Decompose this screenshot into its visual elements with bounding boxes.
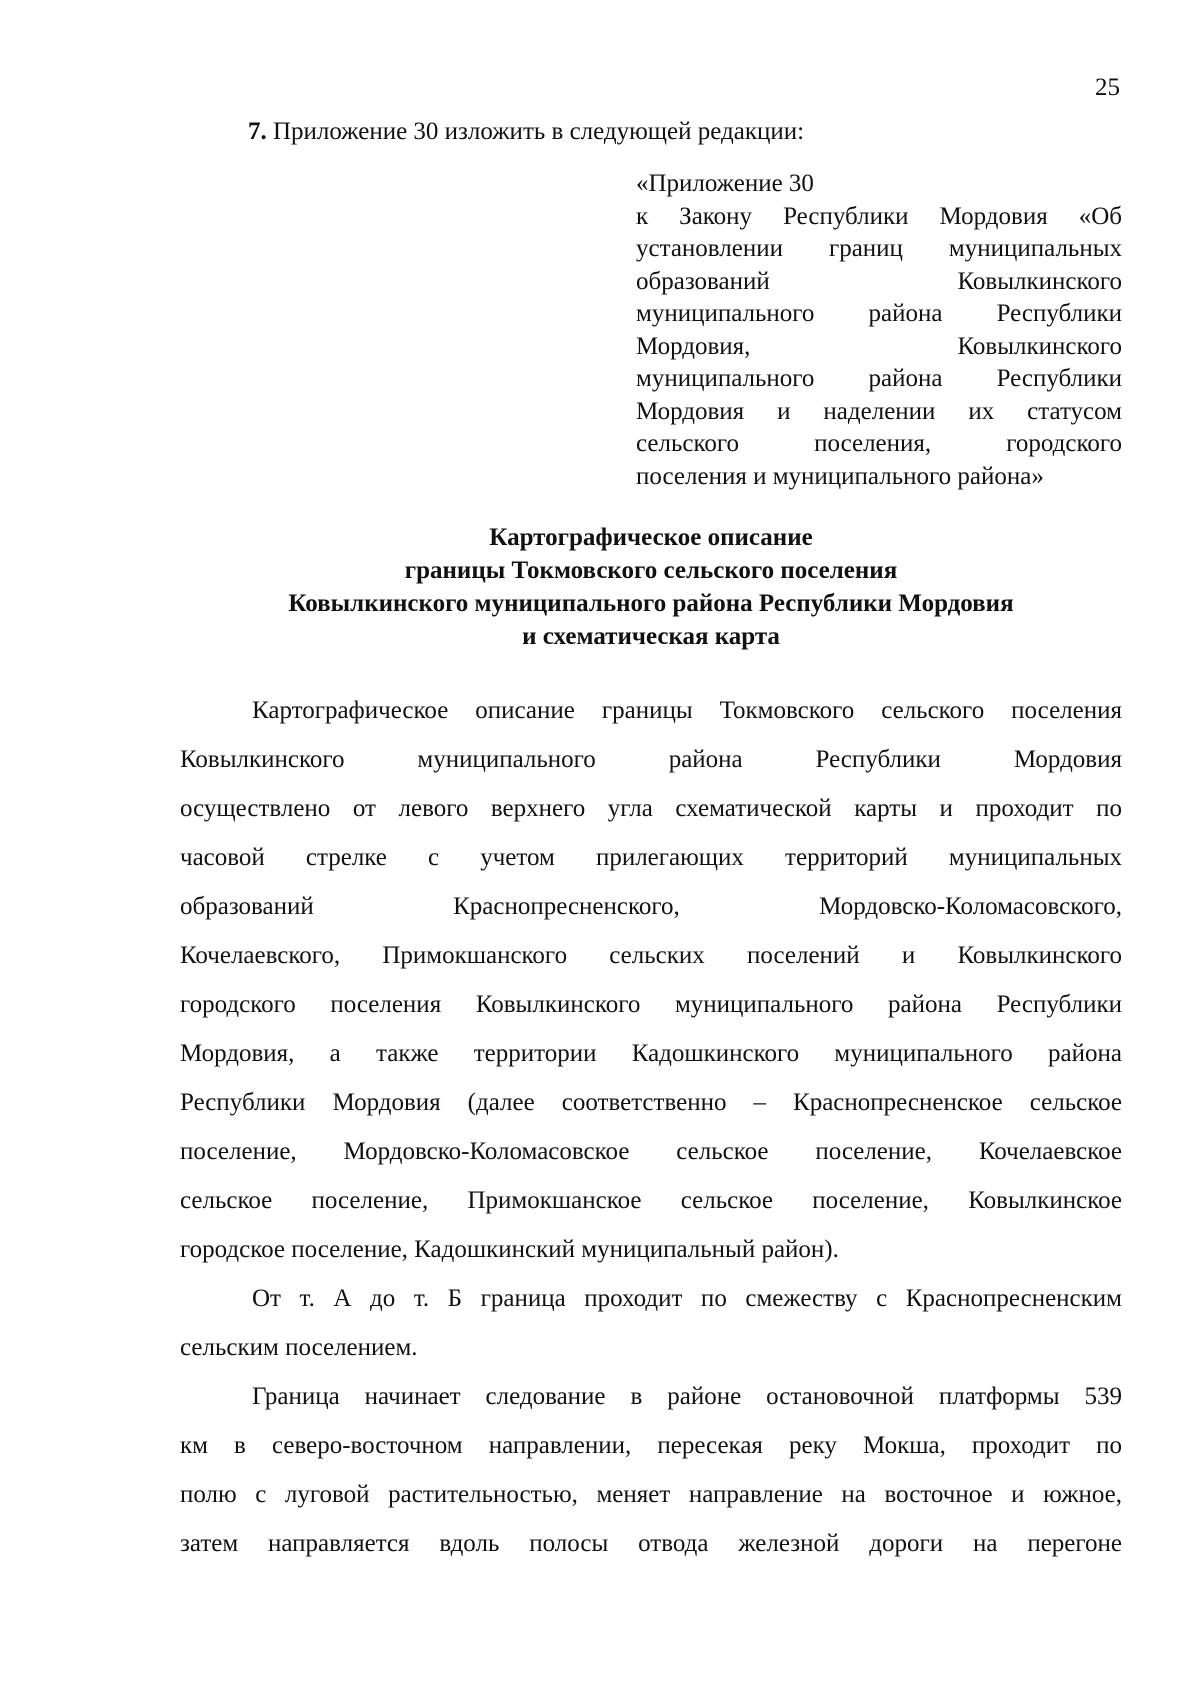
body-line: городское поселение, Кадошкинский муниципальный район). [180,1236,839,1263]
body-line: От т. А до т. Б граница проходит по смежеству с Краснопресненским [252,1285,1122,1312]
body-line: поселение, Мордовско-Коломасовское сельское поселение, Кочелаевское [180,1138,1122,1165]
body-line: Картографическое описание границы Токмовского сельского поселения [252,697,1122,724]
annex-header [636,168,1122,493]
item-text: Приложение 30 изложить в следующей редакции: [266,118,805,145]
annex-line: муниципального района Республики [636,365,1122,392]
body-text [180,686,1122,1568]
title-line: границы Токмовского сельского поселения [404,557,898,584]
annex-line: Мордовия, Ковылкинского [636,332,1122,360]
body-line: часовой стрелке с учетом прилегающих территорий муниципальных [180,844,1122,871]
annex-line: образований Ковылкинского [636,267,1122,295]
title-line: Картографическое описание [489,524,813,551]
body-line: образований Краснопресненского, Мордовско-Коломасовского, [180,893,1122,920]
body-line: затем направляется вдоль полосы отвода железной дороги на перегоне [180,1530,1122,1557]
body-line: городского поселения Ковылкинского муниципального района Республики [180,991,1122,1018]
body-line: полю с луговой растительностью, меняет направление на восточное и южное, [180,1481,1122,1508]
body-line: осуществлено от левого верхнего угла схематической карты и проходит по [180,795,1122,822]
body-line: Ковылкинского муниципального района Республики Мордовия [180,746,1122,773]
body-line: Кочелаевского, Примокшанского сельских поселений и Ковылкинского [180,942,1122,969]
title-line: и схематическая карта [522,623,780,650]
amendment-item [248,118,804,146]
body-line: км в северо-восточном направлении, пересекая реку Мокша, проходит по [180,1432,1122,1459]
section-title [180,521,1122,653]
annex-line: муниципального района Республики [636,300,1122,327]
annex-line: к Закону Республики Мордовия «Об [636,202,1122,230]
body-line: Республики Мордовия (далее соответственно – Краснопресненское сельское [180,1089,1122,1116]
body-line: Мордовия, а также территории Кадошкинского муниципального района [180,1040,1122,1067]
body-line: сельское поселение, Примокшанское сельское поселение, Ковылкинское [180,1187,1122,1214]
annex-line: «Приложение 30 [636,170,814,197]
annex-line: Мордовия и наделении их статусом [636,397,1122,425]
body-line: сельским поселением. [180,1334,418,1361]
annex-line: поселения и муниципального района» [636,462,1044,490]
body-line: Граница начинает следование в районе остановочной платформы 539 [252,1383,1122,1410]
page-number: 25 [1095,74,1120,101]
annex-line: сельского поселения, городского [636,430,1122,457]
annex-line: установлении границ муниципальных [636,235,1122,262]
title-line: Ковылкинского муниципального района Республики Мордовия [288,590,1014,617]
item-number: 7. [248,118,267,145]
